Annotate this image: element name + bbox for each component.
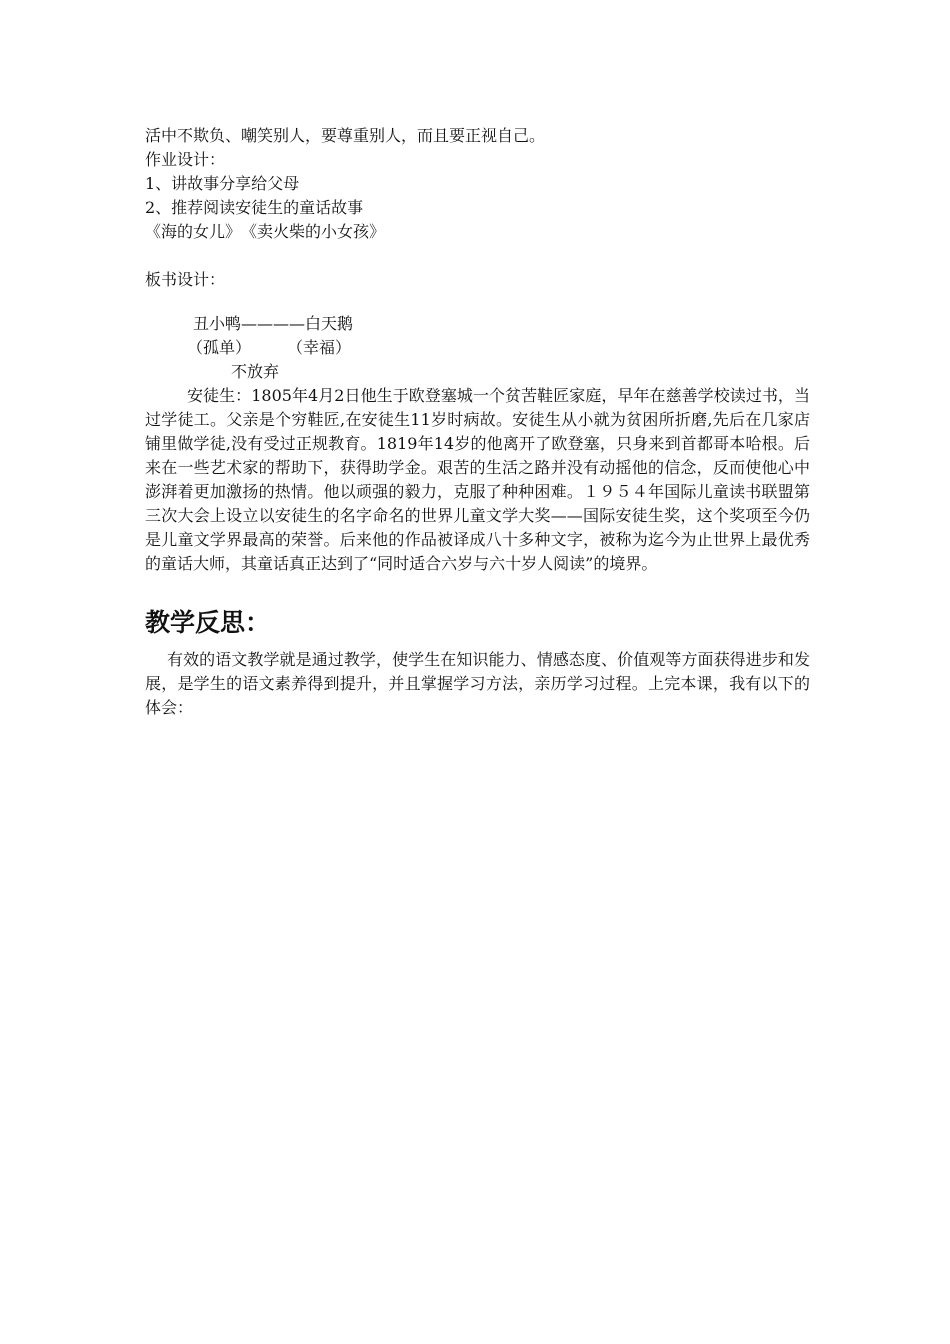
- board-design-title: 板书设计：: [145, 270, 226, 289]
- document-page: [145, 124, 810, 720]
- board-design-section: [145, 268, 810, 384]
- board-line-2: [145, 336, 810, 360]
- reflection-heading: 教学反思：: [145, 608, 271, 637]
- recommended-books: 《海的女儿》 《卖火柴的小女孩》: [145, 222, 386, 241]
- spacer: [145, 244, 810, 268]
- board-line-3: 不放弃: [231, 362, 280, 381]
- board-right-label: （幸福）: [295, 338, 352, 357]
- reflection-paragraph: 有效的语文教学就是通过教学，使学生在知识能力、情感态度、价值观等方面获得进步和发展，是学生的语文素养得到提升，并且掌握学习方法，亲历学习过程。上完本课，我有以下的体会：: [145, 650, 810, 717]
- board-left-label: （孤单）: [187, 338, 252, 357]
- homework-item-2: 2、推荐阅读安徒生的童话故事: [145, 198, 364, 217]
- homework-title: 作业设计：: [145, 150, 226, 169]
- board-diagram: [145, 312, 810, 384]
- biography-paragraph: 安徒生：1805年4月2日他生于欧登塞城一个贫苦鞋匠家庭，早年在慈善学校读过书，当过学徒工。父亲是个穷鞋匠,在安徒生11岁时病故。安徒生从小就为贫困所折磨,先后在几家店铺里做学徒,没有受过正规教育。1819年14岁的他离开了欧登塞，只身来到首都哥本哈根。后来在一些艺术家的帮助下，获得助学金。艰苦的生活之路并没有动摇他的信念，反而使他心中澎湃着更加激扬的热情。他以顽强的毅力，克服了种种困难。１９５４年国际儿童读书联盟第三次大会上设立以安徒生的名字命名的世界儿童文学大奖——国际安徒生奖，这个奖项至今仍是儿童文学界最高的荣誉。后来他的作品被译成八十多种文字，被称为迄今为止世界上最优秀的童话大师，其童话真正达到了“同时适合六岁与六十岁人阅读”的境界。: [145, 386, 810, 573]
- board-line-1: 丑小鸭————白天鹅: [193, 314, 354, 333]
- reflection-section: [145, 606, 810, 720]
- intro-line: 活中不欺负、嘲笑别人，要尊重别人，而且要正视自己。: [145, 126, 546, 145]
- homework-section: [145, 148, 810, 244]
- homework-item-1: 1、讲故事分享给父母: [145, 174, 300, 193]
